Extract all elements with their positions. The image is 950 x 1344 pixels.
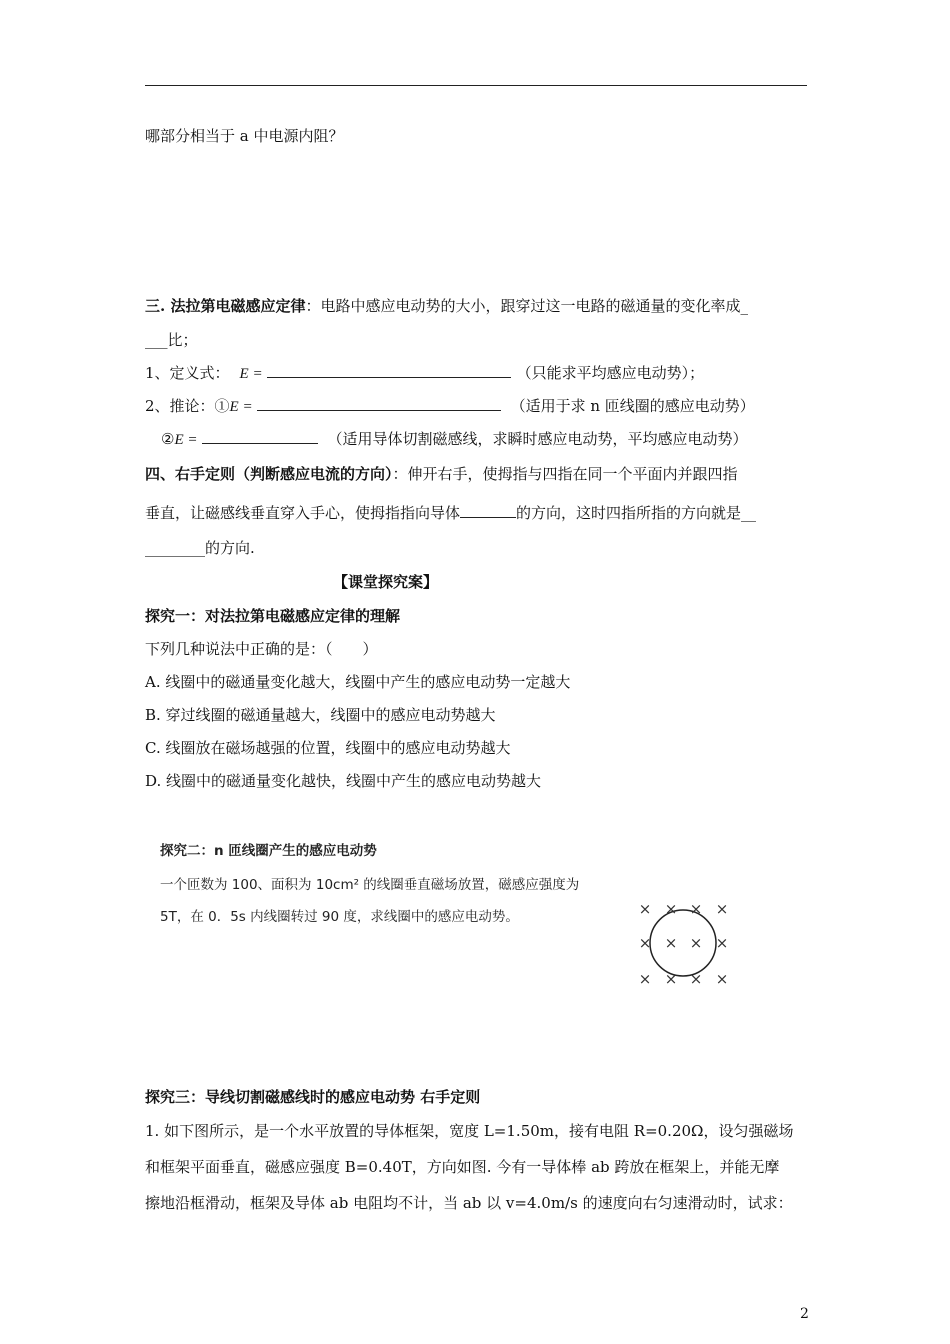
inquiry-1-question: 下列几种说法中正确的是：（ ）: [145, 640, 378, 658]
inference-2-label: ②: [161, 430, 175, 448]
section-4-blank[interactable]: [460, 502, 516, 518]
inference-2-blank[interactable]: [202, 428, 318, 444]
coil-circle: [650, 910, 716, 976]
inference-note: （适用于求 n 匝线圈的感应电动势）: [510, 397, 755, 415]
field-cross: ×: [664, 900, 678, 918]
inquiry-2-title: 探究二：n 匝线圈产生的感应电动势: [160, 843, 377, 859]
section-4-line-2a: 垂直，让磁感线垂直穿入手心，使拇指指向导体: [145, 504, 461, 522]
inquiry-1-title: 探究一：对法拉第电磁感应定律的理解: [145, 607, 401, 625]
option-c: C. 线圈放在磁场越强的位置，线圈中的感应电动势越大: [145, 739, 511, 757]
field-cross: ×: [715, 970, 729, 988]
inference-blank[interactable]: [257, 395, 501, 411]
definition-note: （只能求平均感应电动势）；: [516, 364, 705, 382]
problem-1-line-2: 和框架平面垂直，磁感应强度 B=0.40T，方向如图. 今有一导体棒 ab 跨放在框架上，并能无摩: [145, 1158, 780, 1176]
section-4-line-3: ________的方向.: [145, 539, 255, 557]
definition-blank[interactable]: [267, 362, 511, 378]
section-4-title: 四、右手定则（判断感应电流的方向）: [145, 465, 393, 483]
magnetic-field-coil-figure: [628, 895, 738, 995]
section-4-line-1: [145, 464, 738, 484]
question-internal-resistance: 哪部分相当于 a 中电源内阻？: [145, 127, 344, 145]
inference-variable: E =: [229, 399, 253, 415]
inquiry-2-line-2: 5T，在 0．5s 内线圈转过 90 度，求线圈中的感应电动势。: [160, 909, 519, 925]
field-cross: ×: [715, 900, 729, 918]
section-3-tail: ___比；: [145, 331, 198, 349]
definition-variable: E =: [239, 366, 263, 382]
field-cross: ×: [638, 900, 652, 918]
definition-line: [145, 362, 704, 384]
section-3-body: ：电路中感应电动势的大小，跟穿过这一电路的磁通量的变化率成_: [305, 297, 748, 315]
section-4-line-2: [145, 502, 756, 523]
inquiry-3-title: 探究三：导线切割磁感线时的感应电动势 右手定则: [145, 1088, 481, 1106]
inference-line-1: [145, 395, 755, 417]
inference-2-note: （适用导体切割磁感线，求瞬时感应电动势，平均感应电动势）: [327, 430, 748, 448]
field-crosses: [639, 900, 729, 988]
definition-label: 1、定义式：: [145, 364, 230, 382]
field-cross: ×: [689, 970, 703, 988]
field-cross: ×: [689, 934, 703, 952]
inference-label: 2、推论：①: [145, 397, 230, 415]
classroom-inquiry-title: 【课堂探究案】: [333, 573, 439, 591]
problem-1-line-1: 1. 如下图所示，是一个水平放置的导体框架，宽度 L=1.50m，接有电阻 R=0.20Ω，设匀强磁场: [145, 1122, 794, 1140]
header-rule: [145, 85, 807, 86]
section-3-title: 三. 法拉第电磁感应定律: [145, 297, 306, 315]
option-a: A. 线圈中的磁通量变化越大，线圈中产生的感应电动势一定越大: [145, 673, 571, 691]
inference-line-2: [161, 428, 748, 450]
inference-2-variable: E =: [174, 432, 198, 448]
option-b: B. 穿过线圈的磁通量越大，线圈中的感应电动势越大: [145, 706, 496, 724]
inquiry-2-line-1: 一个匝数为 100、面积为 10cm² 的线圈垂直磁场放置，磁感应强度为: [160, 877, 580, 893]
problem-1-line-3: 擦地沿框滑动，框架及导体 ab 电阻均不计，当 ab 以 v=4.0m/s 的速度向右匀速滑动时，试求：: [145, 1194, 793, 1212]
field-cross: ×: [664, 934, 678, 952]
field-cross: ×: [664, 970, 678, 988]
page-number: 2: [800, 1306, 809, 1322]
field-cross: ×: [689, 900, 703, 918]
section-4-body: ：伸开右手，使拇指与四指在同一个平面内并跟四指: [392, 465, 738, 483]
field-cross: ×: [638, 934, 652, 952]
field-cross: ×: [715, 934, 729, 952]
field-cross: ×: [638, 970, 652, 988]
section-4-line-2b: 的方向，这时四指所指的方向就是__: [516, 504, 757, 522]
section-3-line-1: [145, 296, 748, 316]
option-d: D. 线圈中的磁通量变化越快，线圈中产生的感应电动势越大: [145, 772, 542, 790]
